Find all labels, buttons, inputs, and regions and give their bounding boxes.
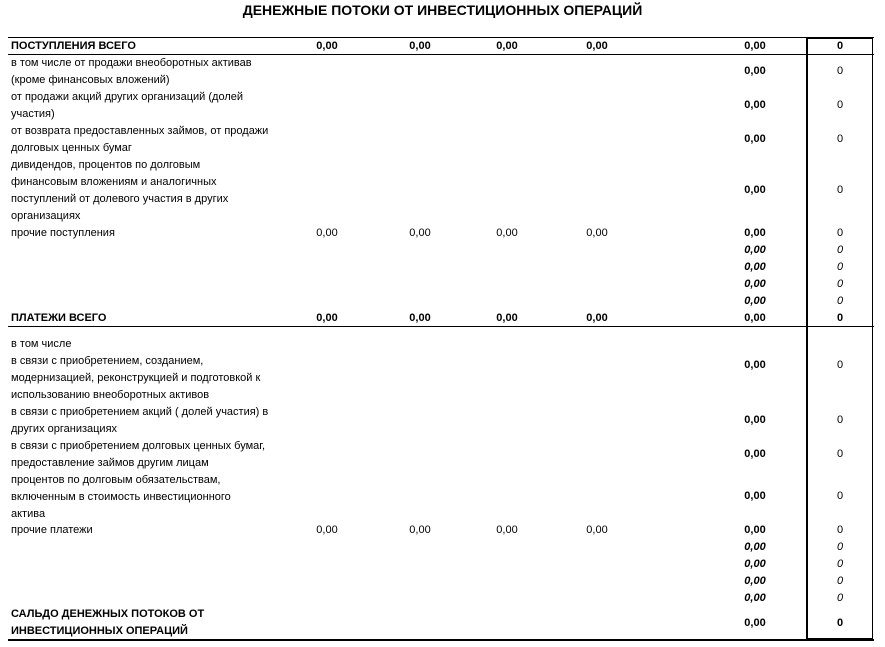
payments-total-col3: 0,00 [496,312,518,324]
receipts-other-col3: 0,00 [496,227,518,239]
payments-acquisition-col5: 0,00 [744,359,766,371]
receipts-extra-3-col6: 0 [836,278,844,290]
receipts-dividends-col5: 0,00 [744,184,766,196]
receipts-total-label: ПОСТУПЛЕНИЯ ВСЕГО [11,40,136,52]
payments-debt-label: в связи с приобретением долговых ценных бумаг, предоставление займов другим лицам [11,440,266,469]
receipts-dividends-col6: 0 [836,184,844,196]
payments-other-col6: 0 [836,524,844,536]
receipts-loans-col6: 0 [836,133,844,145]
receipts-total-col3: 0,00 [496,40,518,52]
receipts-other-label: прочие поступления [11,227,115,239]
receipts-other-col4: 0,00 [586,227,608,239]
payments-other-label: прочие платежи [11,524,93,536]
payments-interest-col5: 0,00 [744,490,766,502]
payments-intro-label: в том числе [11,338,72,350]
payments-extra-2-col5: 0,00 [744,558,766,570]
receipts-shares-col6: 0 [836,99,844,111]
balance-label: САЛЬДО ДЕНЕЖНЫХ ПОТОКОВ ОТ ИНВЕСТИЦИОННЫХ ОПЕРАЦИЙ [11,608,205,637]
receipts-extra-4-col5: 0,00 [744,295,766,307]
receipts-extra-1-col5: 0,00 [744,244,766,256]
payments-shares-label: в связи с приобретением акций ( долей участия) в других организациях [11,406,269,435]
payments-total-label: ПЛАТЕЖИ ВСЕГО [11,312,107,324]
balance-col6: 0 [836,617,844,629]
receipts-noncurrent-col5: 0,00 [744,65,766,77]
receipts-shares-label: от продажи акций других организаций (долей участия) [11,91,244,120]
receipts-dividends-label: дивидендов, процентов по долговым финансовым вложениям и аналогичных поступлений от долевого участия в других организациях [11,159,229,222]
payments-shares-col6: 0 [836,414,844,426]
balance-col5: 0,00 [744,617,766,629]
receipts-total-col2: 0,00 [409,40,431,52]
payments-extra-3-col6: 0 [836,575,844,587]
receipts-loans-col5: 0,00 [744,133,766,145]
receipts-other-col5: 0,00 [744,227,766,239]
receipts-noncurrent-col6: 0 [836,65,844,77]
payments-debt-col6: 0 [836,448,844,460]
payments-acquisition-col6: 0 [836,359,844,371]
receipts-total-col6: 0 [836,40,844,52]
payments-other-col4: 0,00 [586,524,608,536]
receipts-total-col5: 0,00 [744,40,766,52]
payments-debt-col5: 0,00 [744,448,766,460]
receipts-noncurrent-label: в том числе от продажи внеоборотных активав (кроме финансовых вложений) [11,57,252,86]
payments-other-col3: 0,00 [496,524,518,536]
receipts-extra-2-col5: 0,00 [744,261,766,273]
receipts-extra-4-col6: 0 [836,295,844,307]
payments-total-col6: 0 [836,312,844,324]
payments-other-col5: 0,00 [744,524,766,536]
receipts-extra-2-col6: 0 [836,261,844,273]
receipts-shares-col5: 0,00 [744,99,766,111]
payments-shares-col5: 0,00 [744,414,766,426]
payments-extra-2-col6: 0 [836,558,844,570]
payments-other-col1: 0,00 [316,524,338,536]
receipts-other-col2: 0,00 [409,227,431,239]
payments-extra-4-col6: 0 [836,592,844,604]
payments-total-col1: 0,00 [316,312,338,324]
receipts-extra-3-col5: 0,00 [744,278,766,290]
payments-total-col5: 0,00 [744,312,766,324]
payments-total-col4: 0,00 [586,312,608,324]
receipts-loans-label: от возврата предоставленных займов, от продажи долговых ценных бумаг [11,125,269,154]
receipts-total-col1: 0,00 [316,40,338,52]
payments-interest-col6: 0 [836,490,844,502]
payments-extra-1-col5: 0,00 [744,541,766,553]
payments-extra-4-col5: 0,00 [744,592,766,604]
payments-extra-3-col5: 0,00 [744,575,766,587]
receipts-total-col4: 0,00 [586,40,608,52]
payments-interest-label: процентов по долговым обязательствам, включенным в стоимость инвестиционного актива [11,474,231,520]
receipts-other-col1: 0,00 [316,227,338,239]
payments-other-col2: 0,00 [409,524,431,536]
receipts-extra-1-col6: 0 [836,244,844,256]
payments-acquisition-label: в связи с приобретением, созданием, модернизацией, реконструкцией и подготовкой к использованию внеоборотных активов [11,355,261,401]
payments-extra-1-col6: 0 [836,541,844,553]
page-title: ДЕНЕЖНЫЕ ПОТОКИ ОТ ИНВЕСТИЦИОННЫХ ОПЕРАЦИЙ [242,2,643,18]
receipts-other-col6: 0 [836,227,844,239]
payments-total-col2: 0,00 [409,312,431,324]
